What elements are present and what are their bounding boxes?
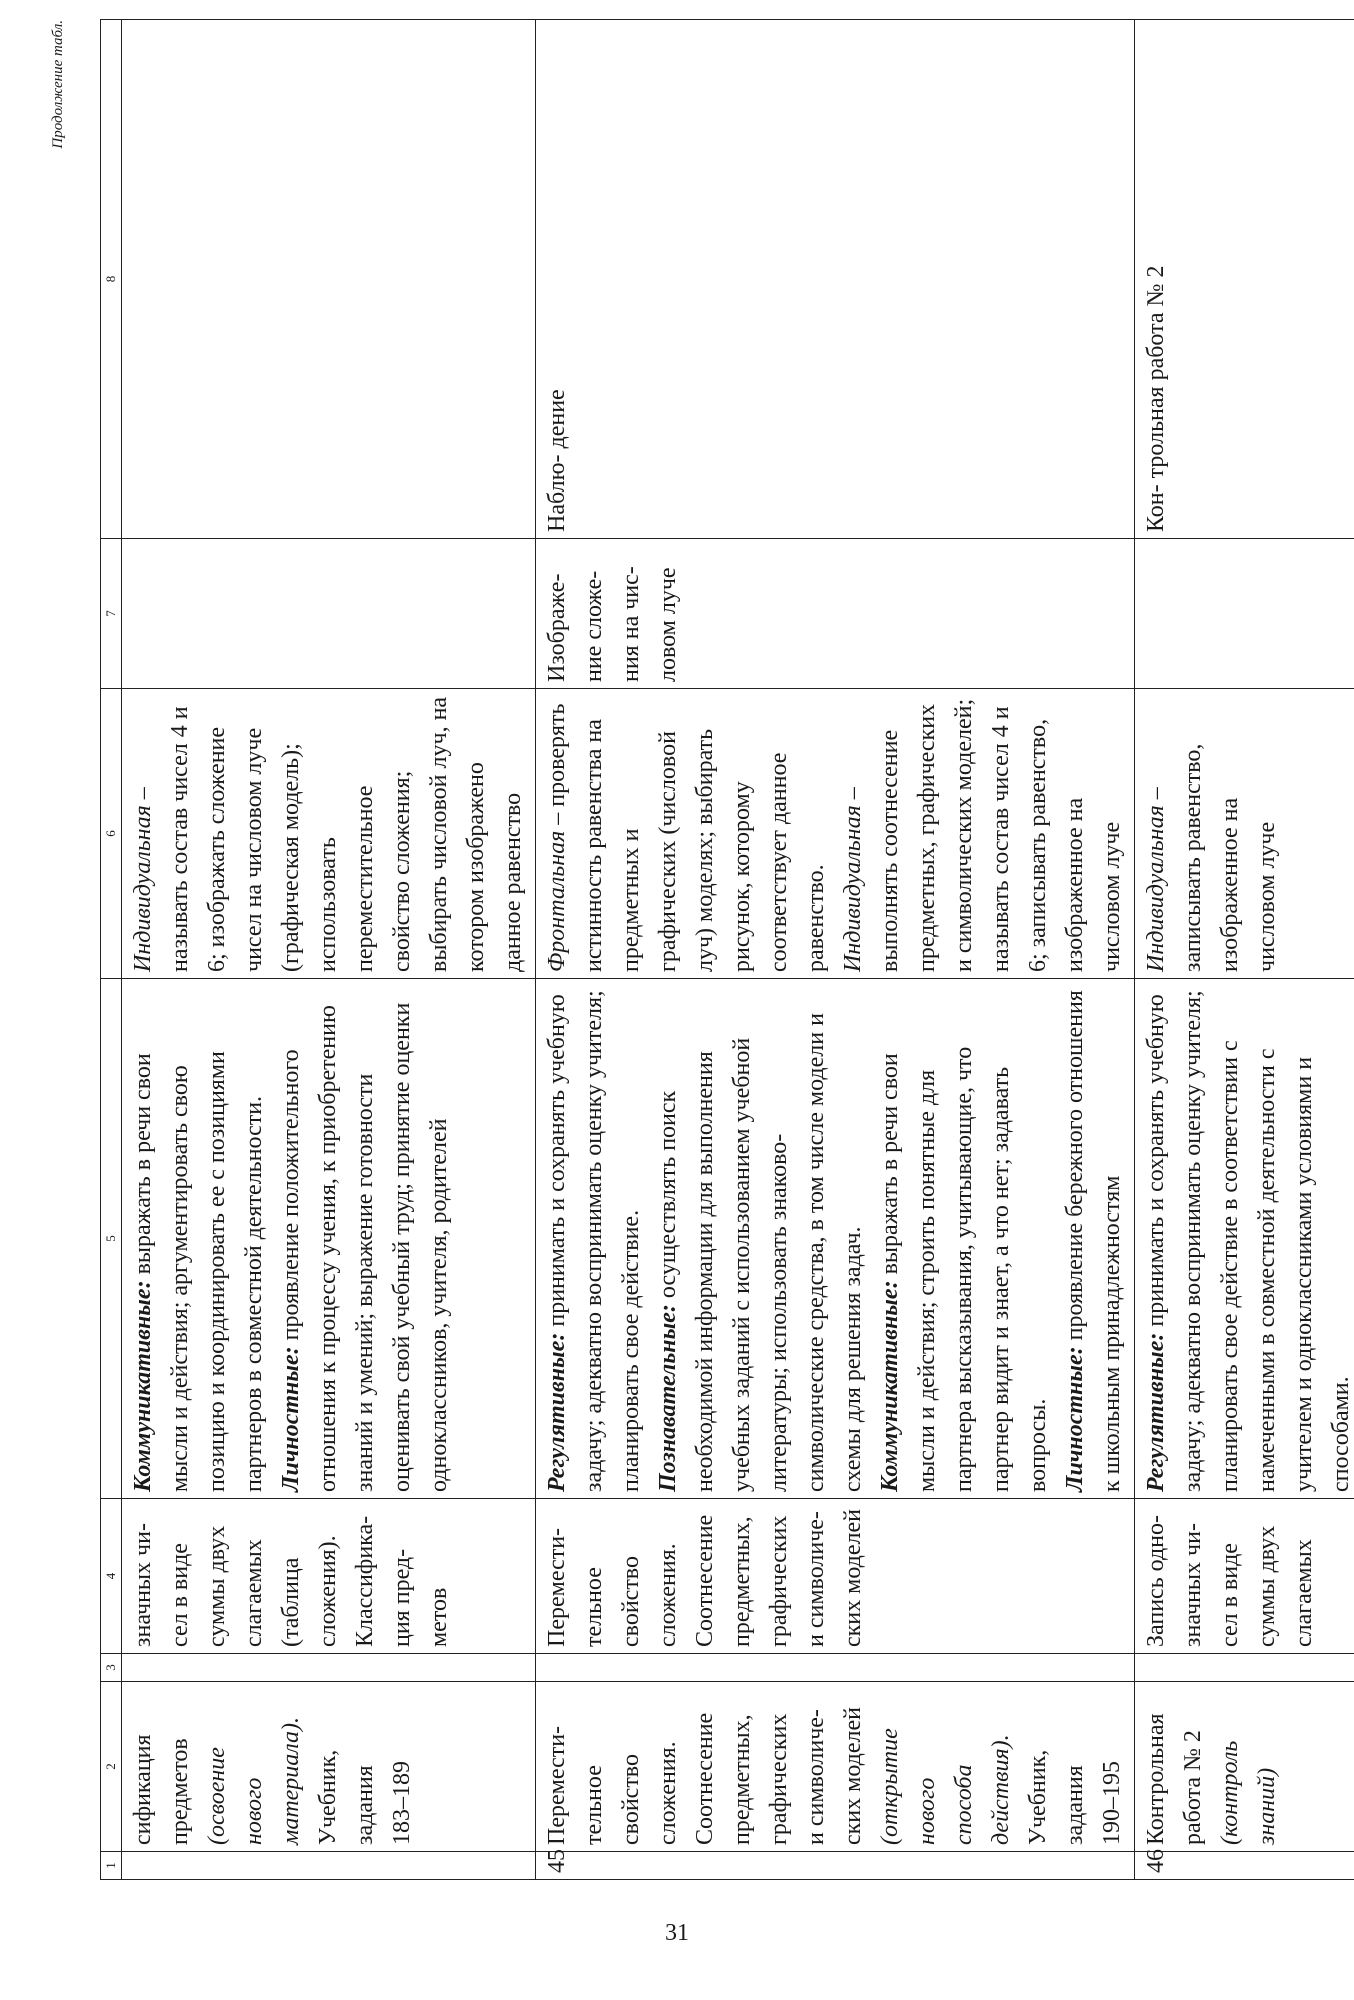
textbook-ref: 183–189: [389, 1761, 415, 1845]
continuation-label: Продолжение табл.: [50, 20, 66, 149]
practice-cell: Изображе- ние сложе- ния на чис- ловом луче: [536, 539, 1135, 689]
topic-line: сификация: [130, 1734, 156, 1845]
uud-cell: [536, 979, 1135, 1499]
table-row: [122, 20, 536, 1880]
header-cell: 3: [101, 1654, 122, 1682]
topic-line: Перемести-: [544, 1725, 570, 1845]
hours-cell: [536, 1654, 1135, 1682]
activity-label: Индивидуальная: [1143, 805, 1169, 972]
activity-cell: [1135, 689, 1354, 979]
textbook-ref: 190–195: [1099, 1761, 1125, 1845]
header-row: [101, 20, 122, 1880]
topic-line: Контрольная: [1143, 1713, 1169, 1845]
content-cell: Перемести- тельное свойство сложения. Соотнесение предметных, графических и символиче- ских моделей: [536, 1499, 1135, 1654]
content-cell: значных чи- сел в виде суммы двух слагаемых (таблица сложения). Классифика- ция пред- метов: [122, 1499, 536, 1654]
lesson-type: нового: [914, 1777, 940, 1845]
topic-line: сложения.: [655, 1741, 681, 1845]
activity-text: – выполнять соотнесение предметных, графических и символических моделей; называть состав чисел 4 и 6; записывать равенство, изображенное на числовом луче: [840, 698, 1125, 972]
uud-text: осуществлять поиск необходимой информации для выполнения учебных заданий с использованием учебной литературы; использовать знаково-символические средства, в том числе модели и схемы для решения задач.: [655, 1013, 866, 1492]
activity-label: Индивидуальная: [840, 805, 866, 972]
lesson-topic-cell: [536, 1682, 1135, 1852]
lesson-number: 46: [1135, 1852, 1354, 1880]
uud-text: выражать в речи свои мысли и действия; строить понятные для партнера высказывания, учитывающие, что партнер видит и знает, а что нет; задавать вопросы.: [877, 1046, 1051, 1492]
header-cell: 2: [101, 1682, 122, 1852]
lesson-number: 45: [536, 1852, 1135, 1880]
uud-text: выражать в речи свои мысли и действия; аргументировать свою позицию и координировать ее с позициями партнеров в совместной деятельности.: [130, 1051, 267, 1492]
page-number: 31: [665, 1920, 689, 1946]
table-row: [536, 20, 1135, 1880]
header-cell: 5: [101, 979, 122, 1499]
lesson-type: нового: [241, 1777, 267, 1845]
activity-cell: [536, 689, 1135, 979]
topic-line: тельное: [581, 1765, 607, 1845]
lesson-type: знаний): [1254, 1767, 1280, 1845]
uud-text: проявление бережного отношения к школьным принадлежностям: [1062, 990, 1125, 1492]
textbook-ref: задания: [1062, 1765, 1088, 1845]
topic-line: графических: [766, 1713, 792, 1845]
uud-text: принимать и сохранять учебную задачу; адекватно воспринимать оценку учителя; планировать свое действие в соответствии с намеченными в совместной деятельности с учителем и одноклассниками условиями и способами.: [1143, 990, 1354, 1492]
uud-label: Личностные:: [1062, 1346, 1088, 1492]
activity-label: Фронтальная: [544, 830, 570, 972]
table-row: [1135, 20, 1354, 1880]
activity-cell: [122, 689, 536, 979]
textbook-ref: задания: [352, 1765, 378, 1845]
lesson-type: материала).: [278, 1716, 304, 1845]
assessment-cell: [122, 20, 536, 539]
lesson-table: [100, 19, 1354, 1880]
uud-label: Коммуникативные:: [877, 1280, 903, 1492]
uud-label: Коммуникативные:: [130, 1280, 156, 1492]
hours-cell: [122, 1654, 536, 1682]
lesson-type: (контроль: [1217, 1740, 1243, 1845]
lesson-topic-cell: [1135, 1682, 1354, 1852]
header-cell: 7: [101, 539, 122, 689]
activity-text: – проверять истинность равенства на предметных и графических (числовой луч) моделях; выбирать рисунок, которому соответствует данное равенство.: [544, 703, 829, 972]
header-cell: 6: [101, 689, 122, 979]
content-cell: Запись одно- значных чи- сел в виде суммы двух слагаемых: [1135, 1499, 1354, 1654]
textbook-ref: Учебник,: [315, 1749, 341, 1845]
header-cell: 4: [101, 1499, 122, 1654]
topic-line: предметных,: [729, 1714, 755, 1845]
lesson-topic-cell: [122, 1682, 536, 1852]
topic-line: Соотнесение: [692, 1712, 718, 1845]
textbook-ref: Учебник,: [1025, 1749, 1051, 1845]
uud-cell: [122, 979, 536, 1499]
uud-label: Регулятивные:: [544, 1332, 570, 1492]
lesson-type: (освоение: [204, 1747, 230, 1845]
assessment-cell: Кон- трольная работа № 2: [1135, 20, 1354, 539]
rotated-page: [50, 20, 1354, 1880]
uud-label: Личностные:: [278, 1346, 304, 1492]
uud-cell: [1135, 979, 1354, 1499]
activity-label: Индивидуальная: [130, 805, 156, 972]
assessment-cell: Наблю- дение: [536, 20, 1135, 539]
topic-line: свойство: [618, 1754, 644, 1845]
lesson-type: (открытие: [877, 1728, 903, 1845]
uud-label: Регулятивные:: [1143, 1332, 1169, 1492]
uud-text: проявление положительного отношения к процессу учения, к приобретению знаний и умений; выражение готовности оценивать свой учебный труд; принятие оценки одноклассников, учителя, родителей: [278, 1002, 452, 1492]
topic-line: ских моделей: [840, 1707, 866, 1845]
header-cell: 8: [101, 20, 122, 539]
activity-text: – называть состав чисел 4 и 6; изображать сложение чисел на числовом луче (графическая модель); использовать переместительное свойство сложения; выбирать числовой луч, на котором изображено данное равенство: [130, 696, 526, 972]
header-cell: 1: [101, 1852, 122, 1880]
uud-label: Познавательные:: [655, 1304, 681, 1492]
uud-text: принимать и сохранять учебную задачу; адекватно воспринимать оценку учителя; планировать свое действие.: [544, 990, 644, 1492]
practice-cell: [122, 539, 536, 689]
lesson-type: действия).: [988, 1734, 1014, 1845]
activity-text: – записывать равенство, изображенное на числовом луче: [1143, 743, 1280, 972]
topic-line: и символиче-: [803, 1709, 829, 1845]
topic-line: работа № 2: [1180, 1730, 1206, 1845]
lesson-type: способа: [951, 1764, 977, 1845]
practice-cell: [1135, 539, 1354, 689]
topic-line: предметов: [167, 1738, 193, 1845]
lesson-number: [122, 1852, 536, 1880]
hours-cell: [1135, 1654, 1354, 1682]
